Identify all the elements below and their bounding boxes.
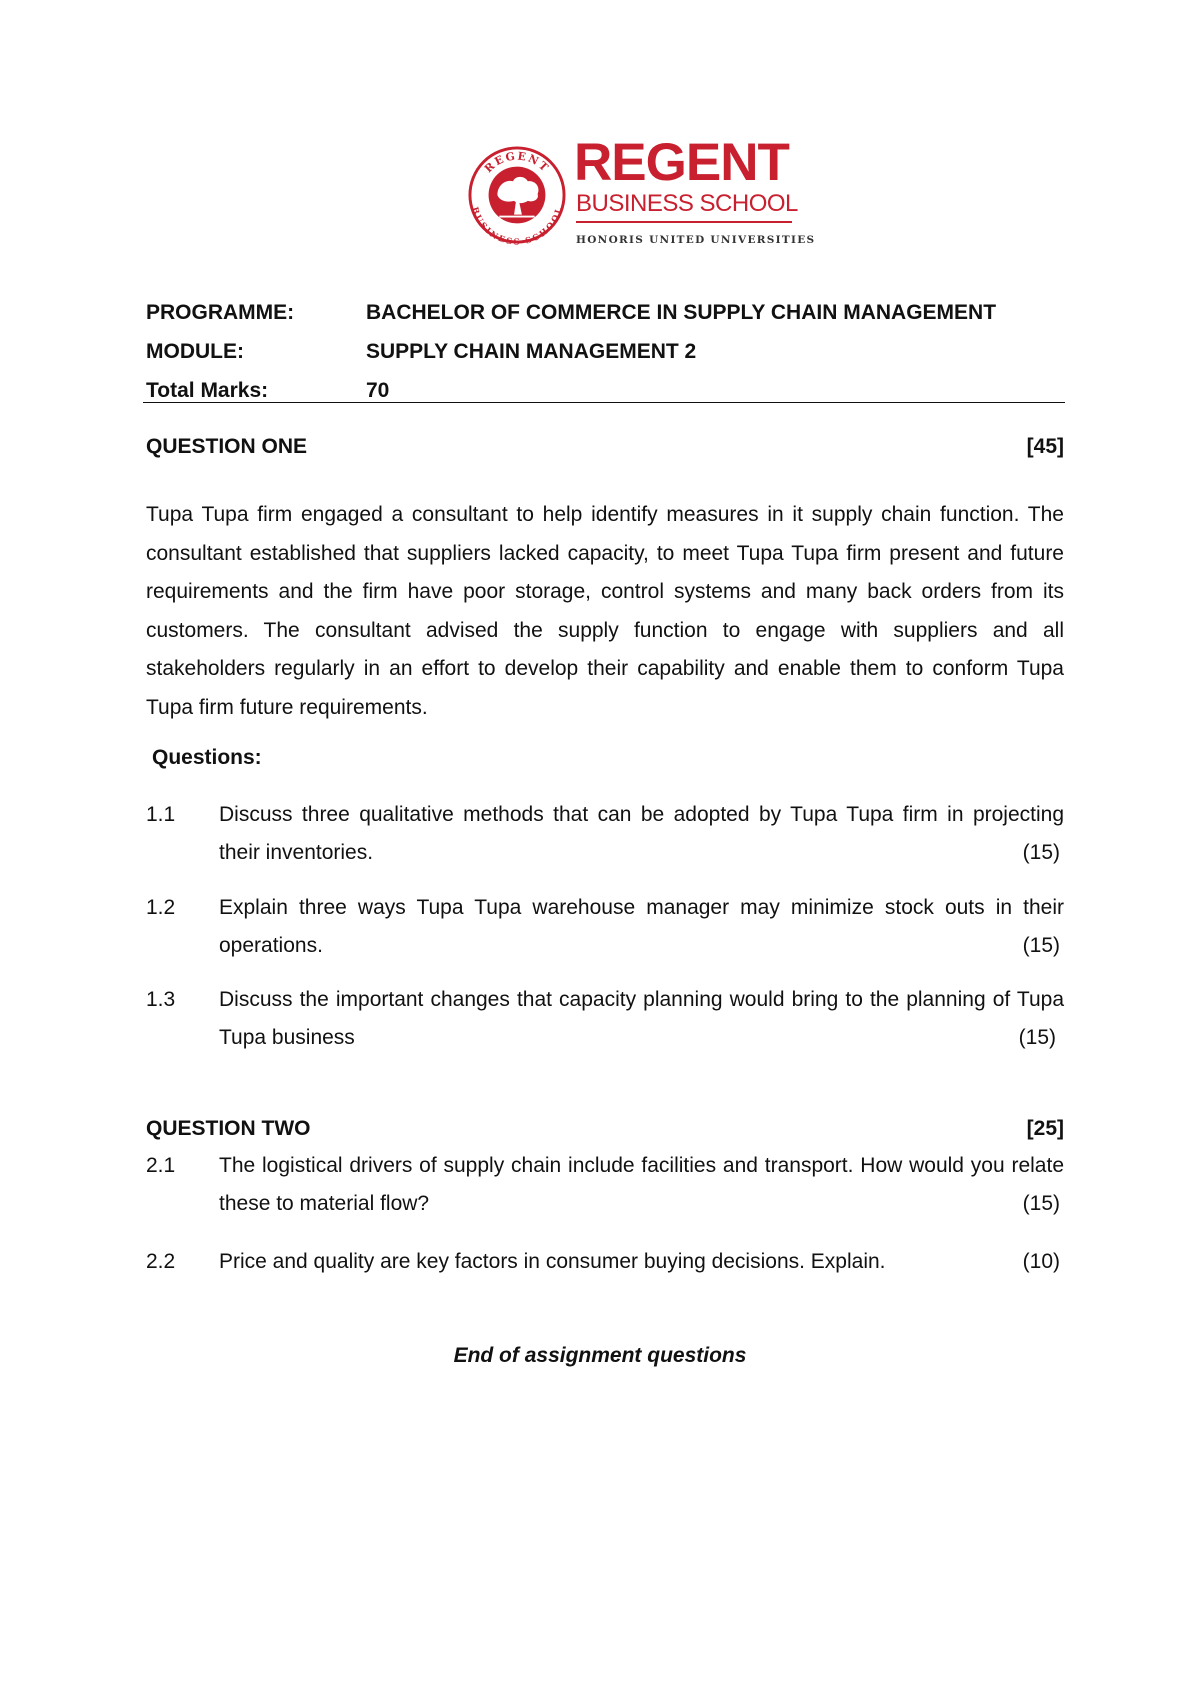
regent-logo	[468, 133, 816, 252]
question-two-marks: [25]	[1026, 1117, 1064, 1140]
question-text: Explain three ways Tupa Tupa warehouse manager may minimize stock outs in their operations.	[219, 896, 1064, 957]
logo-tagline: HONORIS UNITED UNIVERSITIES	[576, 234, 816, 246]
question-number: 2.1	[146, 1154, 176, 1177]
logo-title: REGENT	[574, 133, 789, 192]
question-number: 2.2	[146, 1250, 176, 1273]
question-marks: (10)	[1022, 1250, 1060, 1273]
question-text: Price and quality are key factors in consumer buying decisions. Explain.	[219, 1250, 886, 1273]
question-marks: (15)	[1022, 1192, 1060, 1215]
svg-text:BUSINESS SCHOOL: BUSINESS SCHOOL	[470, 205, 564, 247]
question-text: Discuss three qualitative methods that can be adopted by Tupa Tupa firm in projecting their inventories.	[219, 803, 1064, 864]
regent-seal-icon	[468, 142, 566, 248]
question-number: 1.2	[146, 896, 176, 919]
total-marks-value: 70	[366, 379, 390, 402]
question-marks: (15)	[1018, 1026, 1056, 1049]
question-text: Discuss the important changes that capacity planning would bring to the planning of Tupa Tupa business	[219, 988, 1064, 1049]
scenario-paragraph: Tupa Tupa firm engaged a consultant to help identify measures in it supply chain function. The consultant established that suppliers lacked capacity, to meet Tupa Tupa firm present and future requirements and the firm have poor storage, control systems and many back orders from its customers. The consultant advised the supply function to engage with suppliers and all stakeholders regularly in an effort to develop their capability and enable them to conform Tupa Tupa firm future requirements.	[146, 503, 1064, 719]
question-number: 1.3	[146, 988, 176, 1011]
question-marks: (15)	[1022, 934, 1060, 957]
question-number: 1.1	[146, 803, 176, 826]
question-marks: (15)	[1022, 841, 1060, 864]
end-of-assignment: End of assignment questions	[453, 1344, 747, 1367]
module-value: SUPPLY CHAIN MANAGEMENT 2	[366, 340, 697, 363]
question-one-marks: [45]	[1026, 435, 1064, 458]
svg-text:REGENT: REGENT	[481, 149, 553, 176]
question-one-title: QUESTION ONE	[146, 435, 308, 458]
question-two-title: QUESTION TWO	[146, 1117, 311, 1140]
module-label: MODULE:	[146, 340, 244, 363]
programme-value: BACHELOR OF COMMERCE IN SUPPLY CHAIN MANAGEMENT	[366, 301, 997, 324]
question-text: The logistical drivers of supply chain include facilities and transport. How would you relate these to material flow?	[219, 1154, 1064, 1215]
header-divider	[143, 402, 1065, 403]
logo-subtitle: BUSINESS SCHOOL	[576, 190, 798, 217]
questions-heading: Questions:	[152, 746, 262, 769]
total-marks-label: Total Marks:	[146, 379, 269, 402]
programme-label: PROGRAMME:	[146, 301, 295, 324]
logo-divider	[576, 221, 792, 223]
